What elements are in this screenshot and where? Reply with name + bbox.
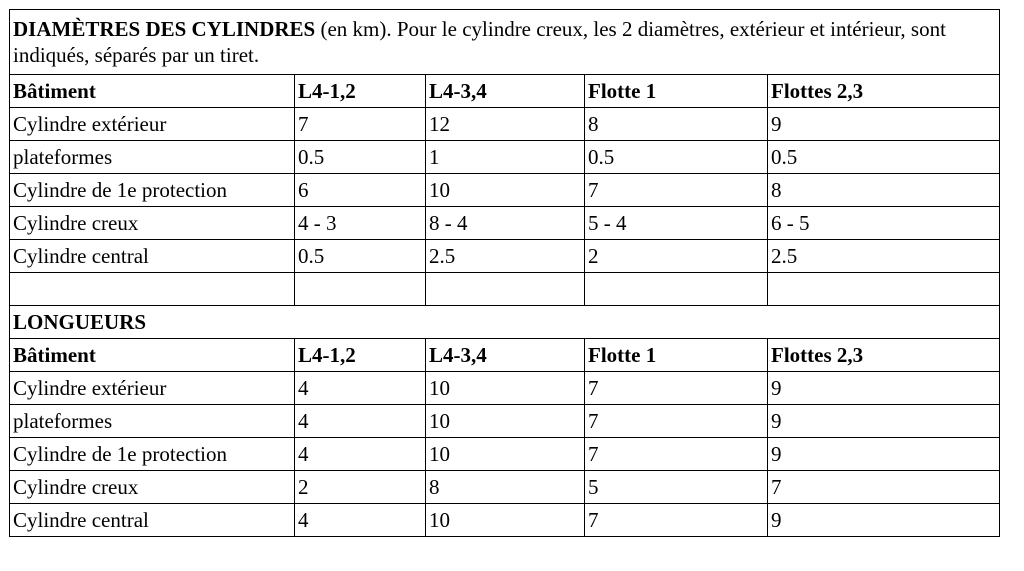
table-row	[10, 207, 1000, 240]
lengths-header-row	[10, 339, 1000, 372]
row-label-cell: Cylindre creux	[10, 471, 295, 504]
header-cell: Bâtiment	[10, 339, 295, 372]
header-cell: L4-3,4	[426, 339, 585, 372]
diameters-header-row	[10, 75, 1000, 108]
table-row	[10, 141, 1000, 174]
value-cell: 4	[295, 504, 426, 537]
table-row	[10, 108, 1000, 141]
header-cell: Flotte 1	[585, 339, 768, 372]
value-cell: 4 - 3	[295, 207, 426, 240]
header-cell: L4-1,2	[295, 75, 426, 108]
table-row	[10, 372, 1000, 405]
table-body	[10, 10, 1000, 537]
row-label-cell: Cylindre de 1e protection	[10, 174, 295, 207]
lengths-title-row	[10, 306, 1000, 339]
header-cell: L4-1,2	[295, 339, 426, 372]
value-cell: 7	[585, 174, 768, 207]
value-cell: 9	[768, 372, 1000, 405]
table-row	[10, 174, 1000, 207]
row-label-cell	[10, 273, 295, 306]
table-row	[10, 240, 1000, 273]
diameters-title-cell	[10, 10, 1000, 75]
value-cell: 10	[426, 438, 585, 471]
value-cell: 10	[426, 504, 585, 537]
value-cell: 6 - 5	[768, 207, 1000, 240]
header-cell: Bâtiment	[10, 75, 295, 108]
value-cell: 7	[585, 405, 768, 438]
diameters-title-row	[10, 10, 1000, 75]
value-cell: 1	[426, 141, 585, 174]
header-cell: Flottes 2,3	[768, 75, 1000, 108]
value-cell: 0.5	[768, 141, 1000, 174]
value-cell	[426, 273, 585, 306]
value-cell: 2	[295, 471, 426, 504]
table-row	[10, 273, 1000, 306]
table-row	[10, 471, 1000, 504]
value-cell: 5	[585, 471, 768, 504]
value-cell: 7	[295, 108, 426, 141]
value-cell: 10	[426, 372, 585, 405]
value-cell: 9	[768, 438, 1000, 471]
value-cell: 8	[585, 108, 768, 141]
value-cell	[295, 273, 426, 306]
row-label-cell: Cylindre creux	[10, 207, 295, 240]
value-cell: 9	[768, 504, 1000, 537]
table-row	[10, 504, 1000, 537]
header-cell: Flottes 2,3	[768, 339, 1000, 372]
value-cell: 8	[426, 471, 585, 504]
value-cell: 10	[426, 174, 585, 207]
value-cell: 4	[295, 372, 426, 405]
row-label-cell: Cylindre extérieur	[10, 372, 295, 405]
value-cell: 2	[585, 240, 768, 273]
row-label-cell: plateformes	[10, 405, 295, 438]
value-cell: 8 - 4	[426, 207, 585, 240]
row-label-cell: Cylindre central	[10, 240, 295, 273]
data-table	[9, 9, 1000, 537]
value-cell: 5 - 4	[585, 207, 768, 240]
header-cell: L4-3,4	[426, 75, 585, 108]
header-cell: Flotte 1	[585, 75, 768, 108]
value-cell: 7	[585, 438, 768, 471]
lengths-title: LONGUEURS	[10, 306, 1000, 339]
row-label-cell: Cylindre extérieur	[10, 108, 295, 141]
value-cell: 4	[295, 405, 426, 438]
value-cell	[768, 273, 1000, 306]
value-cell: 0.5	[295, 240, 426, 273]
value-cell: 0.5	[295, 141, 426, 174]
value-cell: 7	[585, 372, 768, 405]
value-cell: 10	[426, 405, 585, 438]
value-cell: 7	[585, 504, 768, 537]
value-cell: 6	[295, 174, 426, 207]
value-cell	[585, 273, 768, 306]
value-cell: 8	[768, 174, 1000, 207]
table-row	[10, 438, 1000, 471]
value-cell: 4	[295, 438, 426, 471]
value-cell: 2.5	[768, 240, 1000, 273]
value-cell: 2.5	[426, 240, 585, 273]
value-cell: 0.5	[585, 141, 768, 174]
row-label-cell: plateformes	[10, 141, 295, 174]
value-cell: 12	[426, 108, 585, 141]
row-label-cell: Cylindre central	[10, 504, 295, 537]
row-label-cell: Cylindre de 1e protection	[10, 438, 295, 471]
value-cell: 9	[768, 108, 1000, 141]
diameters-title-bold: DIAMÈTRES DES CYLINDRES	[13, 17, 316, 41]
value-cell: 9	[768, 405, 1000, 438]
value-cell: 7	[768, 471, 1000, 504]
table-row	[10, 405, 1000, 438]
diameters-title-rest: (en km). Pour le cylindre creux, les 2 diamètres, extérieur et intérieur, sont indiqués, séparés par un tiret.	[13, 17, 946, 67]
